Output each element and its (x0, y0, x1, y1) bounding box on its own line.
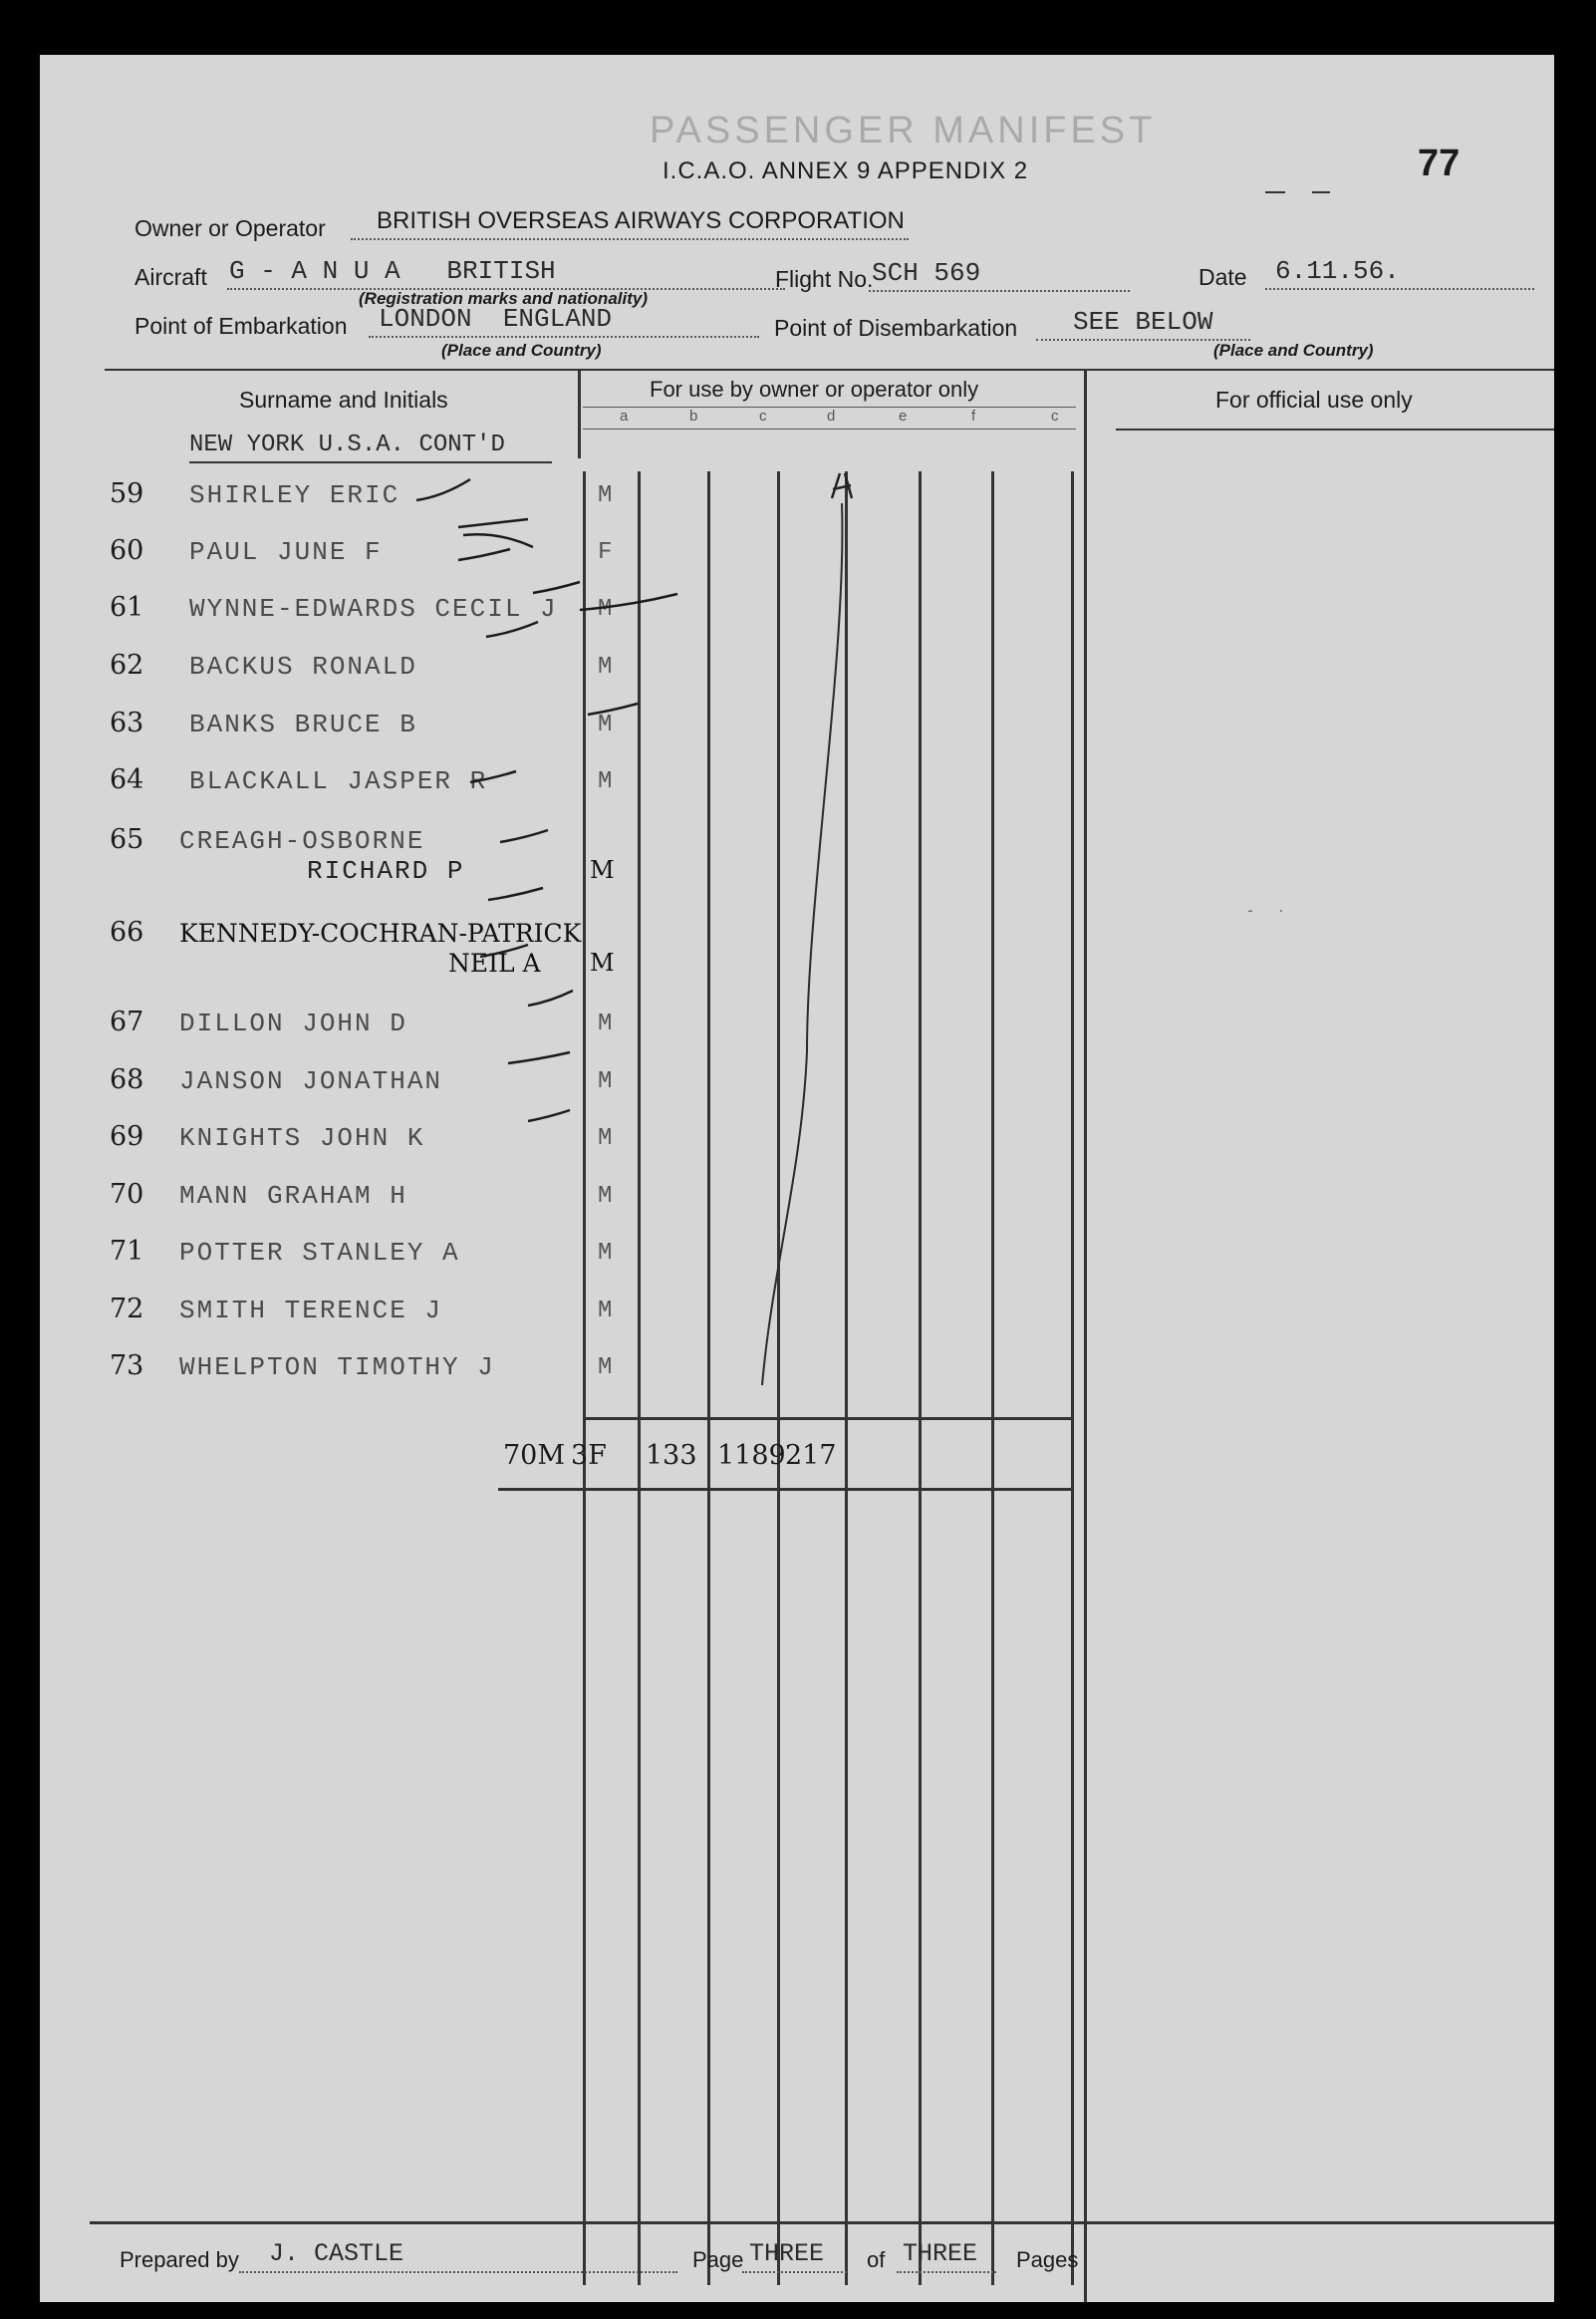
prepared-value: J. CASTLE (269, 2239, 404, 2268)
page-number: 77 (1418, 143, 1461, 184)
passenger-name: KNIGHTS JOHN K (179, 1123, 425, 1153)
date-label: Date (1198, 264, 1247, 290)
passenger-number: 69 (110, 1121, 144, 1152)
subcolumn-label: d (827, 408, 836, 425)
total-c: 1189 (717, 1440, 786, 1471)
passenger-sex: M (598, 1183, 613, 1210)
footer-rule (90, 2221, 1554, 2224)
passenger-name: CREAGH-OSBORNE (179, 826, 425, 856)
flight-value: SCH 569 (872, 258, 981, 288)
disembark-value: SEE BELOW (1073, 307, 1213, 337)
subcolumn-label: f (971, 408, 976, 425)
form-subtitle: I.C.A.O. ANNEX 9 APPENDIX 2 (663, 157, 1029, 184)
passenger-sex: F (598, 539, 613, 566)
passenger-number: 59 (110, 478, 144, 509)
disembark-label: Point of Disembarkation (774, 315, 1018, 341)
passenger-sex: M (598, 654, 613, 681)
subcolumn-label: c (1051, 408, 1059, 425)
form-title: PASSENGER MANIFEST (650, 110, 1157, 151)
manifest-sheet: PASSENGER MANIFEST I.C.A.O. ANNEX 9 APPENDIX 2 77 Owner or Operator BRITISH OVERSEAS AIRWAYS CORPORATION Aircraft G - A N U A BRITISH (Registration marks and nationality) Flight No. SCH 569 Date 6.11.56. Point of Embarkation LONDON ENGLAND (Place and Country) Point of Disembarkation SEE BELOW (Place and Country) Surname and Initials For use by owner or operator only For official use only a b c d e f c NEW YORK U.S.A. CONT'D 59 SHIRLEY ERIC M 60 PAUL JUNE F F 61 WYNNE-EDWARDS CECIL J M 62 BACKUS RONALD M 63 BANKS BRUCE B M 64 BLACKALL JASPER R M 65 CREAGH-OSBORNE RICHARD P M 66 KENNEDY-COCHRAN-PATRICK NEIL A M 67 DILLON JOHN D M 68 JANSON JONATHAN M 69 KNIGHTS JOHN K M 70 MANN GRAHAM H M 71 POTTER STANLEY A M 72 SMITH TERENCE J M 73 WHELPTON TIMOTHY J M 70M 3F 133 1189 217 - · Prepared by J. CASTLE Page THREE of THREE Pages (40, 55, 1554, 2302)
owner-value: BRITISH OVERSEAS AIRWAYS CORPORATION (377, 207, 905, 234)
subcolumn-label: a (620, 408, 629, 425)
aircraft-value: G - A N U A BRITISH (229, 256, 556, 286)
owner-label: Owner or Operator (134, 215, 326, 241)
passenger-number: 60 (110, 535, 144, 566)
passenger-sex: M (598, 712, 613, 738)
of-value: THREE (903, 2239, 978, 2268)
passenger-name: WYNNE-EDWARDS CECIL J (189, 594, 558, 624)
total-d: 217 (785, 1440, 837, 1471)
passenger-name-cont: RICHARD P (307, 856, 465, 886)
col-official-header: For official use only (1215, 387, 1413, 413)
passenger-number: 70 (110, 1179, 144, 1210)
passenger-number: 66 (110, 917, 144, 948)
subcolumn-label: e (899, 408, 908, 425)
passenger-sex: M (598, 1125, 613, 1152)
passenger-name: POTTER STANLEY A (179, 1238, 460, 1268)
passenger-sex: M (598, 1240, 613, 1267)
col-owner-header: For use by owner or operator only (650, 377, 979, 402)
embark-hint: (Place and Country) (441, 341, 602, 360)
subcolumn-label: c (759, 408, 767, 425)
passenger-number: 67 (110, 1007, 144, 1037)
passenger-number: 63 (110, 708, 144, 738)
passenger-name: WHELPTON TIMOTHY J (179, 1352, 495, 1382)
passenger-name: KENNEDY-COCHRAN-PATRICK (179, 919, 582, 948)
page-value: THREE (749, 2239, 825, 2268)
passenger-sex: M (598, 1298, 613, 1324)
page-label: Page (692, 2247, 744, 2272)
subcolumn-label: b (689, 408, 698, 425)
passenger-number: 68 (110, 1064, 144, 1095)
aircraft-label: Aircraft (134, 264, 207, 290)
date-value: 6.11.56. (1275, 256, 1400, 286)
flight-label: Flight No. (775, 266, 874, 292)
passenger-name: PAUL JUNE F (189, 537, 383, 567)
passenger-sex: M (598, 1011, 613, 1037)
passenger-number: 61 (110, 592, 144, 623)
passenger-number: 62 (110, 650, 144, 681)
section-heading: NEW YORK U.S.A. CONT'D (189, 432, 505, 458)
disembark-hint: (Place and Country) (1213, 341, 1374, 360)
passenger-name: BLACKALL JASPER R (189, 766, 488, 796)
aircraft-hint: (Registration marks and nationality) (359, 289, 648, 308)
passenger-name-cont: NEIL A (448, 949, 541, 978)
passenger-sex: M (598, 1068, 613, 1095)
passenger-name: BACKUS RONALD (189, 652, 417, 682)
passenger-number: 73 (110, 1350, 144, 1381)
passenger-sex: M (598, 482, 613, 509)
passenger-sex: M (598, 596, 613, 623)
passenger-sex: M (590, 949, 615, 977)
embark-label: Point of Embarkation (134, 313, 348, 339)
passenger-name: BANKS BRUCE B (189, 710, 417, 739)
passenger-number: 71 (110, 1236, 144, 1267)
embark-value: LONDON ENGLAND (379, 304, 613, 334)
passenger-number: 64 (110, 764, 144, 795)
passenger-sex: M (590, 856, 615, 884)
total-male: 70M (503, 1440, 566, 1471)
total-b: 133 (646, 1440, 697, 1471)
passenger-number: 72 (110, 1294, 144, 1324)
passenger-name: SMITH TERENCE J (179, 1296, 443, 1325)
passenger-number: 65 (110, 824, 144, 855)
total-female: 3F (571, 1440, 607, 1471)
pages-label: Pages (1016, 2247, 1079, 2272)
prepared-label: Prepared by (120, 2247, 239, 2272)
passenger-name: JANSON JONATHAN (179, 1066, 443, 1096)
passenger-sex: M (598, 1354, 613, 1381)
handwritten-mark (40, 55, 1554, 2302)
passenger-name: SHIRLEY ERIC (189, 480, 400, 510)
passenger-sex: M (598, 768, 613, 795)
passenger-name: MANN GRAHAM H (179, 1181, 407, 1211)
col-surname-header: Surname and Initials (239, 387, 448, 413)
passenger-name: DILLON JOHN D (179, 1009, 407, 1038)
of-label: of (867, 2247, 886, 2272)
